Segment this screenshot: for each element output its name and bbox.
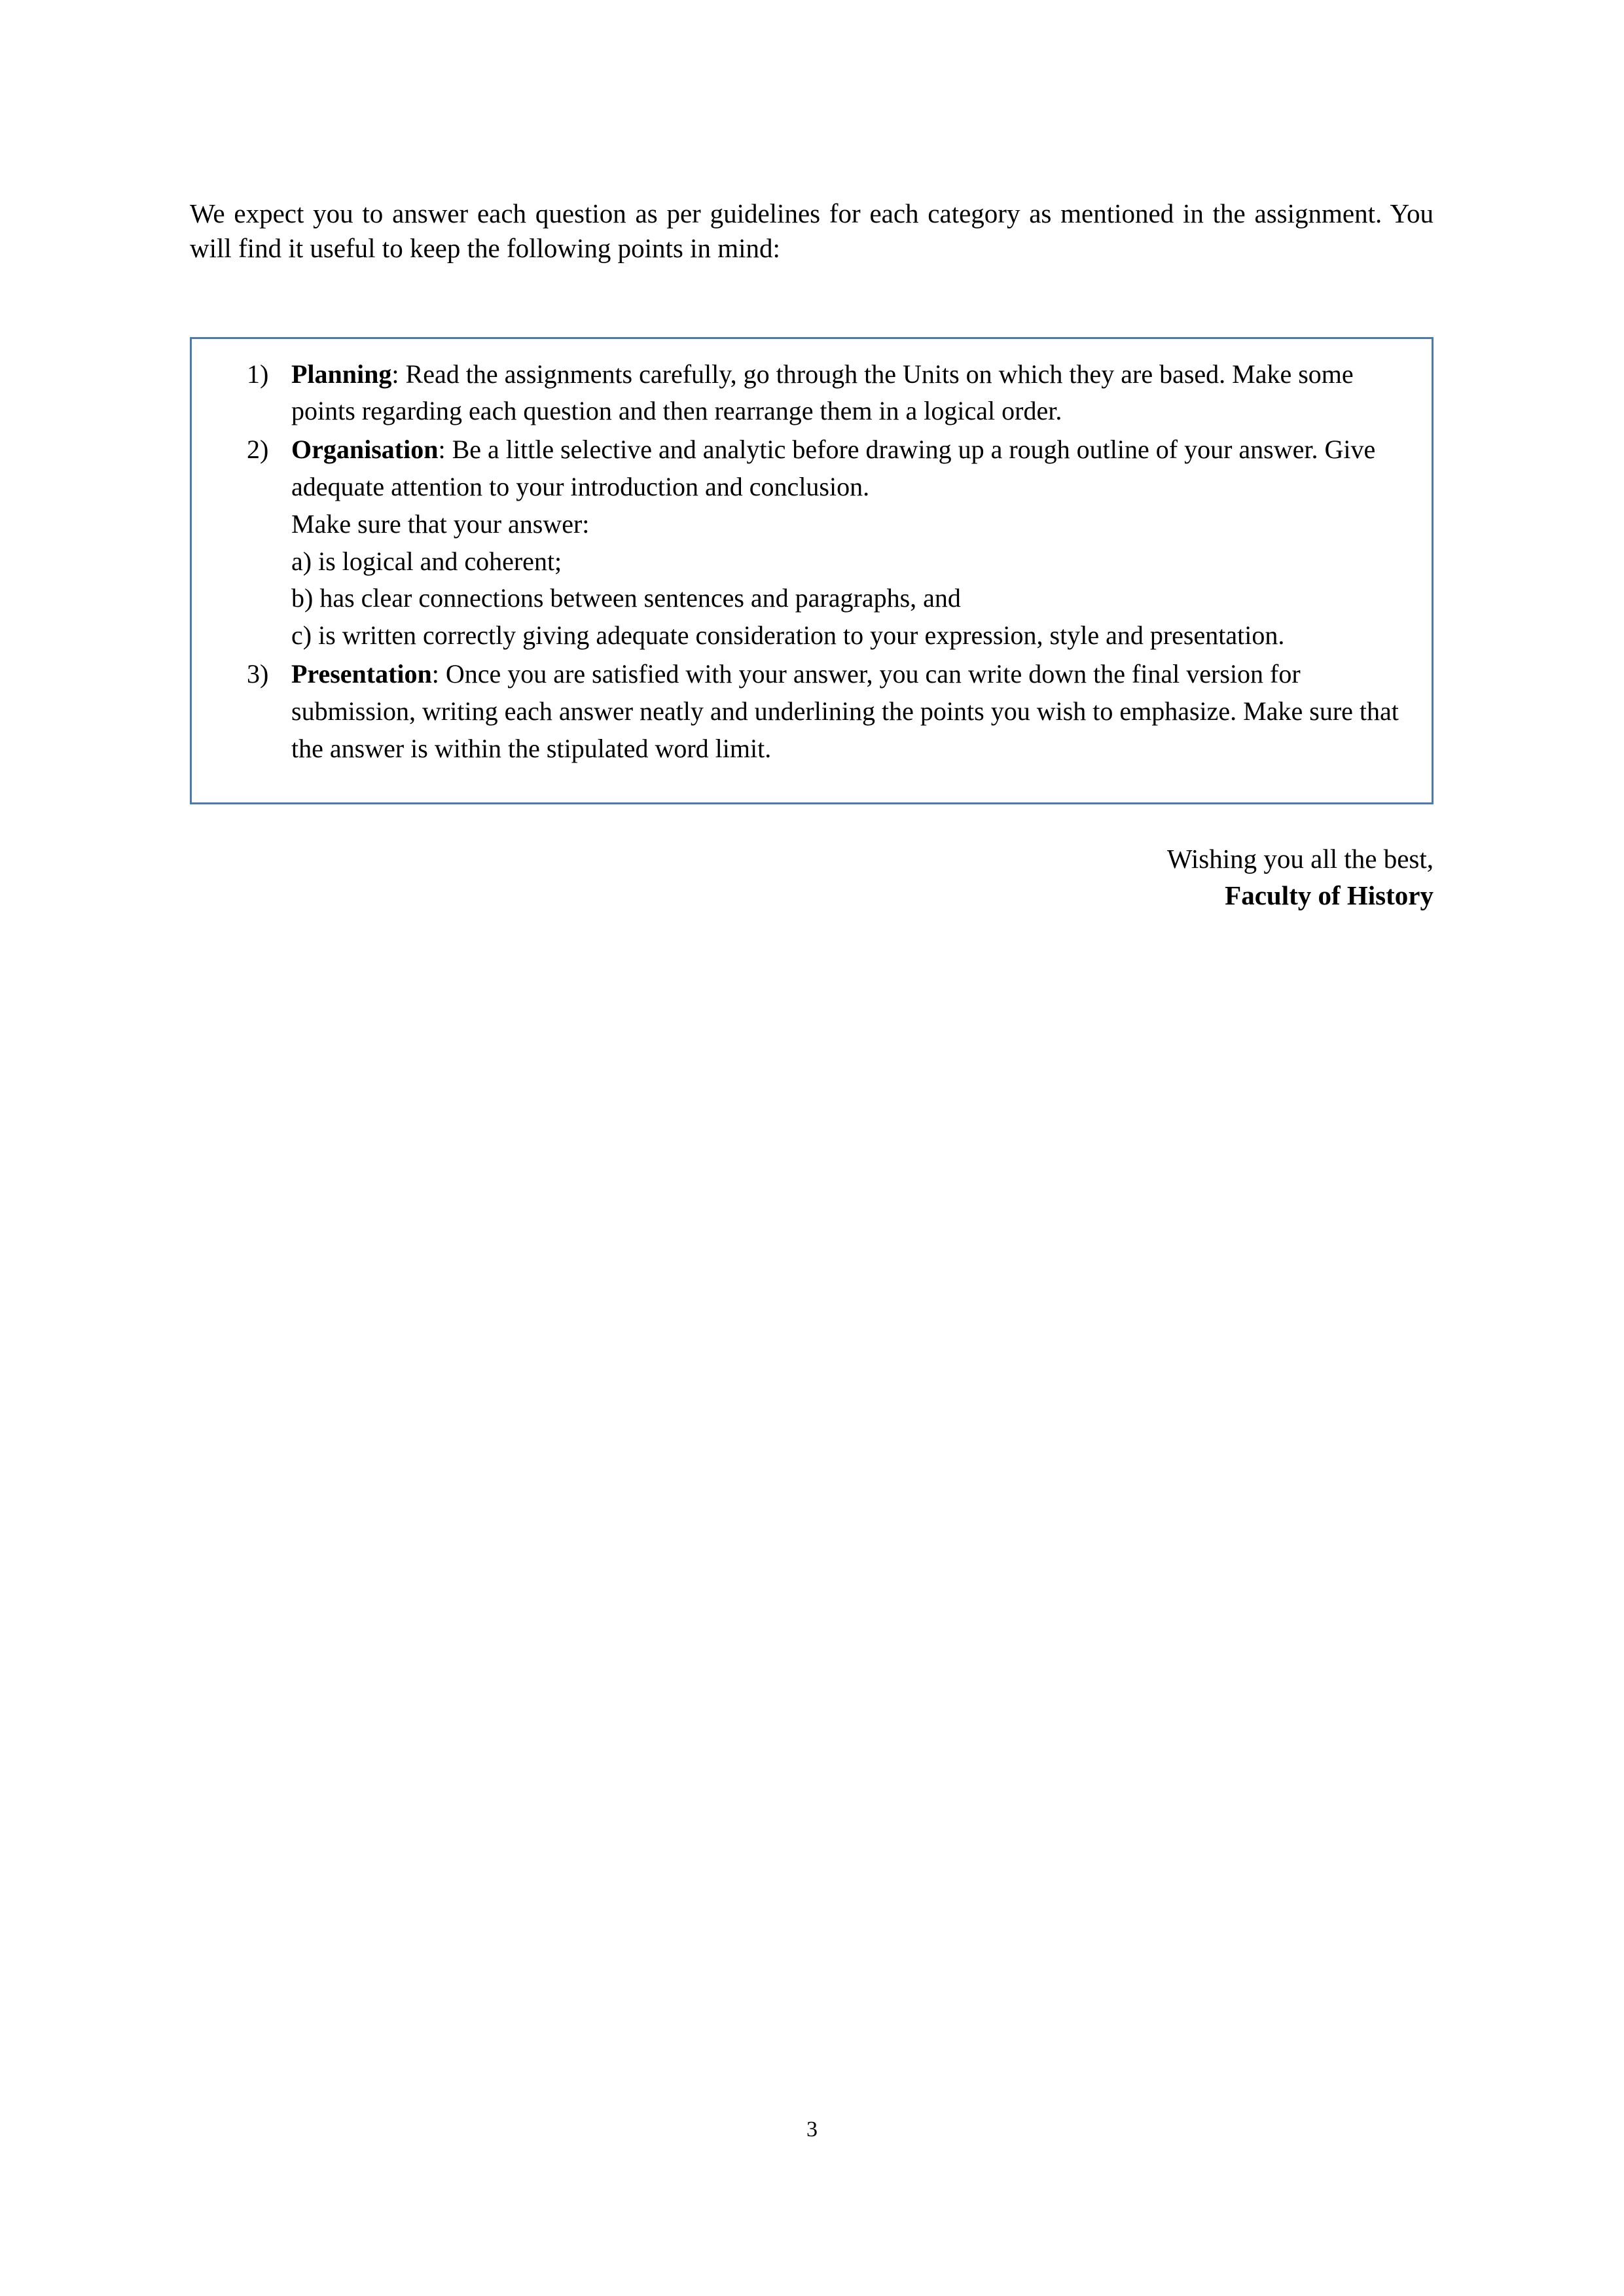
- signoff-line-1: Wishing you all the best,: [1166, 844, 1434, 874]
- guideline-subline: a) is logical and coherent;: [291, 546, 562, 576]
- guideline-text: : Once you are satisfied with your answer, you can write down the final version for submission, writing each answer neatly and underlining the points you wish to emphasize. Make sure that the answer is within the stipulated word limit.: [291, 658, 1399, 763]
- intro-paragraph: We expect you to answer each question as per guidelines for each category as mentioned in the assignment. You will find it useful to keep the following points in mind:: [190, 198, 1434, 264]
- guideline-lead: Organisation: [291, 435, 439, 465]
- guideline-subline: Make sure that your answer:: [291, 509, 590, 539]
- page-number: 3: [806, 2117, 818, 2142]
- signoff-block: [190, 841, 1434, 914]
- guidelines-list: [219, 356, 1404, 768]
- guideline-subline: c) is written correctly giving adequate consideration to your expression, style and presentation.: [291, 620, 1285, 651]
- guideline-lead: Presentation: [291, 658, 432, 689]
- signoff-line-2: Faculty of History: [1225, 880, 1434, 910]
- guideline-subline: b) has clear connections between sentences and paragraphs, and: [291, 583, 961, 613]
- list-item: [287, 431, 1404, 655]
- guideline-lead: Planning: [291, 359, 392, 389]
- list-item: [287, 356, 1404, 431]
- guideline-text: : Be a little selective and analytic before drawing up a rough outline of your answer. Give adequate attention to your introduction and conclusion.: [291, 435, 1376, 501]
- guidelines-box: [190, 337, 1434, 805]
- page-content: [190, 196, 1434, 910]
- guideline-text: : Read the assignments carefully, go through the Units on which they are based. Make some points regarding each question and then rearrange them in a logical order.: [291, 359, 1354, 426]
- list-item: [287, 656, 1404, 767]
